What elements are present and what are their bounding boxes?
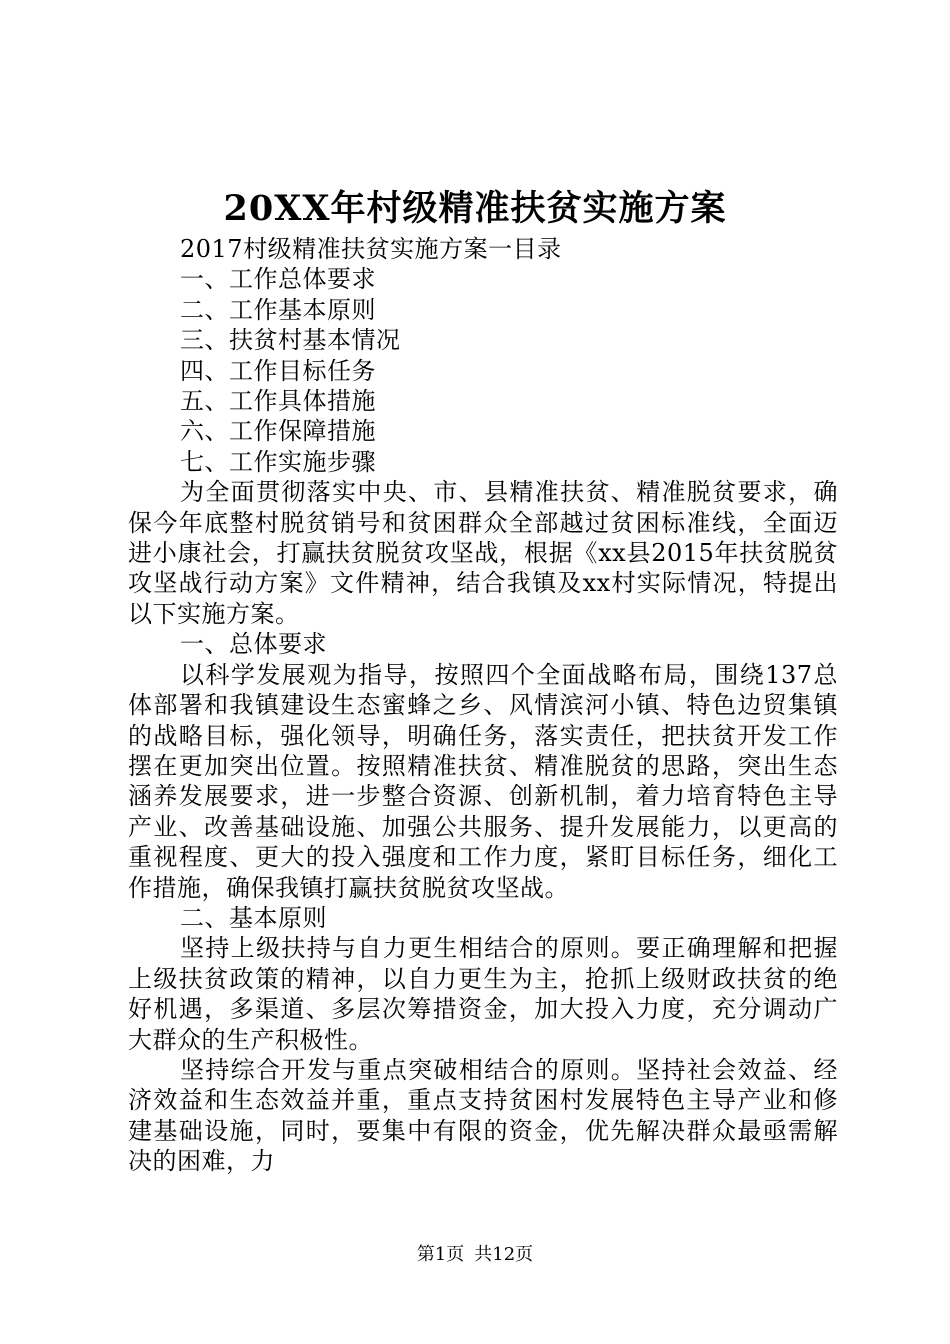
toc-item: 二、工作基本原则 (180, 295, 376, 324)
toc-item: 四、工作目标任务 (180, 356, 376, 385)
page-total: 共12页 (474, 1244, 534, 1265)
intro-paragraph: 为全面贯彻落实中央、市、县精准扶贫、精准脱贫要求，确保今年底整村脱贫销号和贫困群众全部越过贫困标准线，全面迈进小康社会，打赢扶贫脱贫攻坚战，根据《xx县2015年扶贫脱贫攻坚战行动方案》文件精神，结合我镇及xx村实际情况，特提出以下实施方案。 (128, 478, 838, 628)
section-paragraph: 坚持综合开发与重点突破相结合的原则。坚持社会效益、经济效益和生态效益并重，重点支持贫困村发展特色主导产业和修建基础设施，同时，要集中有限的资金，优先解决群众最亟需解决的困难，力 (128, 1055, 838, 1176)
section-paragraph: 坚持上级扶持与自力更生相结合的原则。要正确理解和把握上级扶贫政策的精神，以自力更生为主，抢抓上级财政扶贫的绝好机遇，多渠道、多层次筹措资金，加大投入力度，充分调动广大群众的生产积极性。 (128, 934, 838, 1054)
document-body (128, 234, 838, 1177)
section-heading: 一、总体要求 (180, 630, 327, 659)
toc-item: 七、工作实施步骤 (180, 447, 376, 476)
toc-item: 六、工作保障措施 (180, 417, 376, 446)
document-title: 20XX年村级精准扶贫实施方案 (223, 188, 727, 229)
section-heading: 二、基本原则 (180, 903, 327, 932)
toc-item: 三、扶贫村基本情况 (180, 326, 401, 355)
toc-item: 五、工作具体措施 (180, 387, 376, 416)
toc-heading: 2017村级精准扶贫实施方案一目录 (180, 235, 562, 263)
section-paragraph: 以科学发展观为指导，按照四个全面战略布局，围绕137总体部署和我镇建设生态蜜蜂之乡、风情滨河小镇、特色边贸集镇的战略目标，强化领导，明确任务，落实责任，把扶贫开发工作摆在更加突出位置。按照精准扶贫、精准脱贫的思路，突出生态涵养发展要求，进一步整合资源、创新机制，着力培育特色主导产业、改善基础设施、加强公共服务、提升发展能力，以更高的重视程度、更大的投入强度和工作力度，紧盯目标任务，细化工作措施，确保我镇打赢扶贫脱贫攻坚战。 (128, 660, 838, 902)
page-number: 第1页 (416, 1244, 465, 1265)
toc-item: 一、工作总体要求 (180, 265, 376, 294)
page-footer (0, 1243, 950, 1267)
